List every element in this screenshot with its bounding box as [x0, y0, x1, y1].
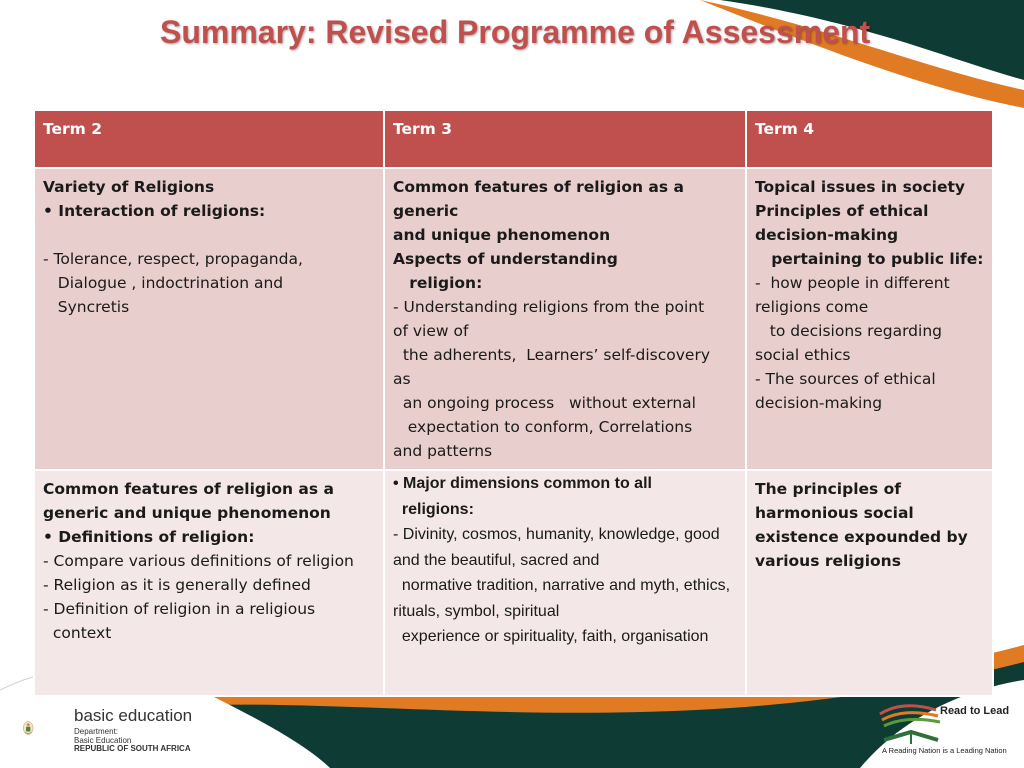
- coat-of-arms-icon: [22, 699, 68, 757]
- read-to-lead-title: Read to Lead: [940, 705, 1010, 717]
- dbe-department: [74, 728, 131, 745]
- cell-line: - Divinity, cosmos, humanity, knowledge, good: [393, 526, 720, 543]
- cell-line: Aspects of understanding: [393, 250, 618, 268]
- cell-line: decision-making: [755, 226, 899, 244]
- cell-line: the adherents, Learners’ self-discovery: [393, 346, 711, 364]
- cell-line: religions come: [755, 298, 869, 316]
- cell-line: The principles of: [755, 480, 902, 498]
- dbe-wordmark: basic education: [74, 706, 193, 725]
- cell-line: - Understanding religions from the point: [393, 298, 705, 316]
- header-term-2: Term 2: [34, 110, 384, 168]
- cell-r1-term2: [34, 168, 384, 470]
- cell-line: to decisions regarding: [755, 322, 942, 340]
- table-row: [34, 470, 993, 696]
- cell-r1-term3: [384, 168, 746, 470]
- dbe-country: REPUBLIC OF SOUTH AFRICA: [74, 744, 191, 753]
- cell-line: pertaining to public life:: [755, 250, 984, 268]
- cell-r2-term4: [746, 470, 993, 696]
- cell-line: Common features of religion as a generic: [393, 178, 690, 220]
- cell-line: Dialogue , indoctrination and: [43, 274, 284, 292]
- assessment-table: [33, 109, 994, 697]
- cell-line: Principles of ethical: [755, 202, 929, 220]
- cell-line: as: [393, 370, 411, 388]
- cell-line: normative tradition, narrative and myth, ethics,: [393, 577, 731, 594]
- cell-line: various religions: [755, 552, 901, 570]
- cell-r2-term3: [384, 470, 746, 696]
- cell-line: and the beautiful, sacred and: [393, 551, 600, 569]
- cell-line: Common features of religion as a: [43, 480, 334, 498]
- cell-r1-term4: [746, 168, 993, 470]
- header-row: [34, 110, 993, 168]
- table-row: [34, 168, 993, 470]
- read-to-lead-tagline: A Reading Nation is a Leading Nation: [882, 746, 1007, 755]
- cell-line: - The sources of ethical: [755, 370, 936, 388]
- cell-line: generic and unique phenomenon: [43, 504, 331, 522]
- cell-line: experience or spirituality, faith, organisation: [393, 628, 709, 645]
- cell-line: existence expounded by: [755, 528, 968, 546]
- cell-line: an ongoing process without external: [393, 394, 696, 412]
- dbe-dept-line: Basic Education: [74, 735, 132, 745]
- cell-line: - how people in different: [755, 274, 950, 292]
- header-term-3: Term 3: [384, 110, 746, 168]
- cell-r2-term2: [34, 470, 384, 696]
- cell-spacer: [43, 223, 375, 247]
- cell-line: religions:: [393, 500, 474, 518]
- cell-line: harmonious social: [755, 504, 914, 522]
- cell-line: • Definitions of religion:: [43, 528, 255, 546]
- cell-line: - Tolerance, respect, propaganda,: [43, 250, 303, 268]
- cell-line: • Major dimensions common to all: [393, 475, 652, 492]
- cell-line: of view of: [393, 322, 469, 340]
- dbe-dept-line: Department:: [74, 727, 119, 736]
- cell-line: • Interaction of religions:: [43, 202, 266, 220]
- cell-line: expectation to conform, Correlations: [393, 418, 693, 436]
- cell-line: context: [43, 624, 112, 642]
- cell-line: Topical issues in society: [755, 178, 966, 196]
- cell-line: - Definition of religion in a religious: [43, 600, 316, 618]
- cell-line: and patterns: [393, 442, 493, 460]
- cell-line: rituals, symbol, spiritual: [393, 602, 560, 620]
- cell-line: - Compare various definitions of religion: [43, 552, 354, 570]
- header-term-4: Term 4: [746, 110, 993, 168]
- cell-line: decision-making: [755, 394, 883, 412]
- page-title: Summary: Revised Programme of Assessment: [160, 14, 871, 50]
- cell-line: Syncretis: [43, 298, 130, 316]
- cell-line: and unique phenomenon: [393, 226, 611, 244]
- cell-line: - Religion as it is generally defined: [43, 576, 311, 594]
- cell-line: Variety of Religions: [43, 178, 215, 196]
- cell-line: religion:: [393, 274, 483, 292]
- open-book-icon: [876, 700, 946, 746]
- cell-line: social ethics: [755, 346, 851, 364]
